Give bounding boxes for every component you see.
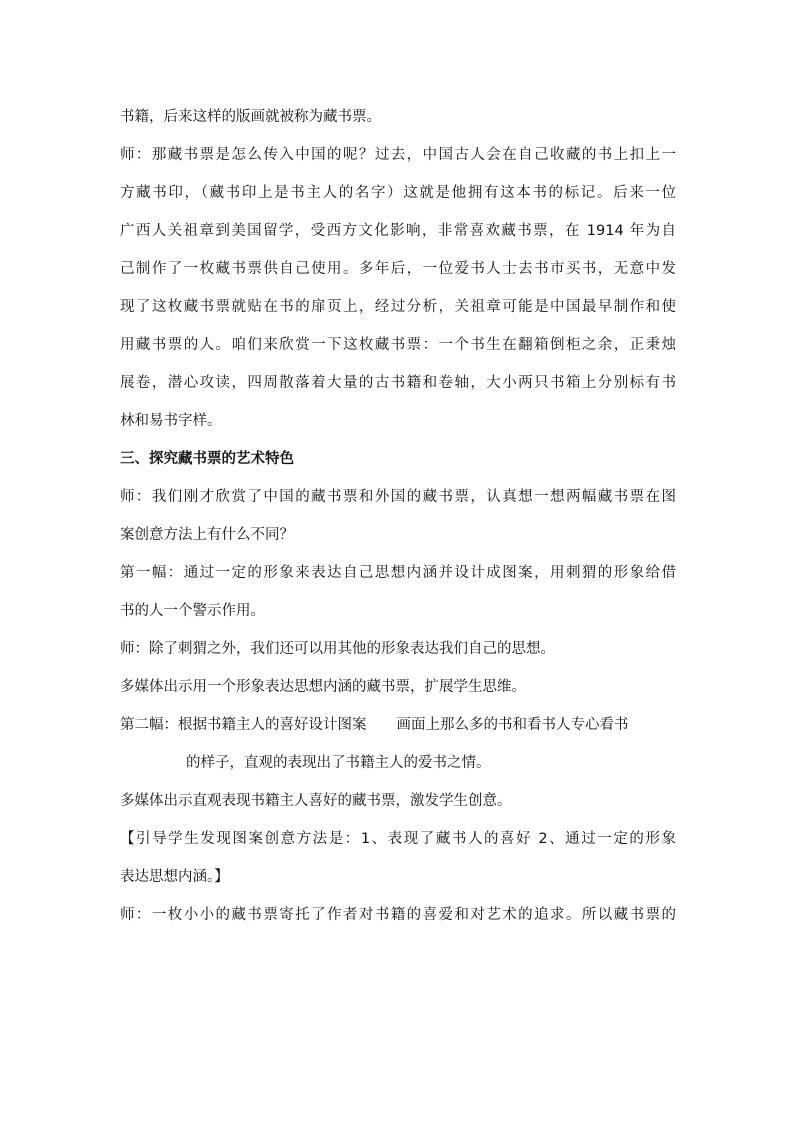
paragraph-line: 书籍，后来这样的版画就被称为藏书票。 (120, 109, 381, 125)
paragraph-line: 案创意方法上有什么不同？ (120, 527, 294, 543)
document-body (120, 98, 676, 934)
paragraph-line: 【引导学生发现图案创意方法是：1、表现了藏书人的喜好 2、通过一定的形象 (120, 831, 676, 847)
paragraph-line: 师：我们刚才欣赏了中国的藏书票和外国的藏书票，认真想一想两幅藏书票在图 (120, 489, 676, 505)
paragraph-line: 己制作了一枚藏书票供自己使用。多年后，一位爱书人士去书市买书，无意中发 (120, 261, 676, 277)
paragraph-line: 林和易书字样。 (120, 413, 222, 429)
second-picture-description: 画面上那么多的书和看书人专心看书 (396, 717, 629, 733)
paragraph-line: 书的人一个警示作用。 (120, 603, 265, 619)
paragraph-line: 多媒体出示用一个形象表达思想内涵的藏书票，扩展学生思维。 (120, 679, 526, 695)
paragraph-line: 表达思想内涵。】 (120, 869, 229, 885)
section-heading: 三、探究藏书票的艺术特色 (120, 451, 294, 467)
paragraph-line: 第一幅：通过一定的形象来表达自己思想内涵并设计成图案，用刺猬的形象给借 (120, 565, 676, 581)
paragraph-line: 师：除了刺猬之外，我们还可以用其他的形象表达我们自己的思想。 (120, 641, 555, 657)
paragraph-line: 用藏书票的人。咱们来欣赏一下这枚藏书票：一个书生在翻箱倒柜之余，正秉烛 (120, 337, 676, 353)
paragraph-line: 师：那藏书票是怎么传入中国的呢？过去，中国古人会在自己收藏的书上扣上一 (120, 147, 676, 163)
paragraph-line: 展卷，潜心攻读，四周散落着大量的古书籍和卷轴，大小两只书箱上分别标有书 (120, 375, 676, 391)
paragraph-line: 广西人关祖章到美国留学，受西方文化影响，非常喜欢藏书票，在 1914 年为自 (120, 223, 676, 239)
paragraph-line: 方藏书印，（藏书印上是书主人的名字）这就是他拥有这本书的标记。后来一位 (120, 185, 676, 201)
paragraph-line: 现了这枚藏书票就贴在书的扉页上，经过分析，关祖章可能是中国最早制作和使 (120, 299, 676, 315)
second-picture-label: 第二幅：根据书籍主人的喜好设计图案 (120, 717, 367, 733)
indented-continuation-line: 的样子，直观的表现出了书籍主人的爱书之情。 (186, 755, 491, 771)
paragraph-line: 多媒体出示直观表现书籍主人喜好的藏书票，激发学生创意。 (120, 793, 512, 809)
paragraph-line: 师：一枚小小的藏书票寄托了作者对书籍的喜爱和对艺术的追求。所以藏书票的 (120, 907, 676, 923)
second-picture-line (120, 706, 676, 744)
